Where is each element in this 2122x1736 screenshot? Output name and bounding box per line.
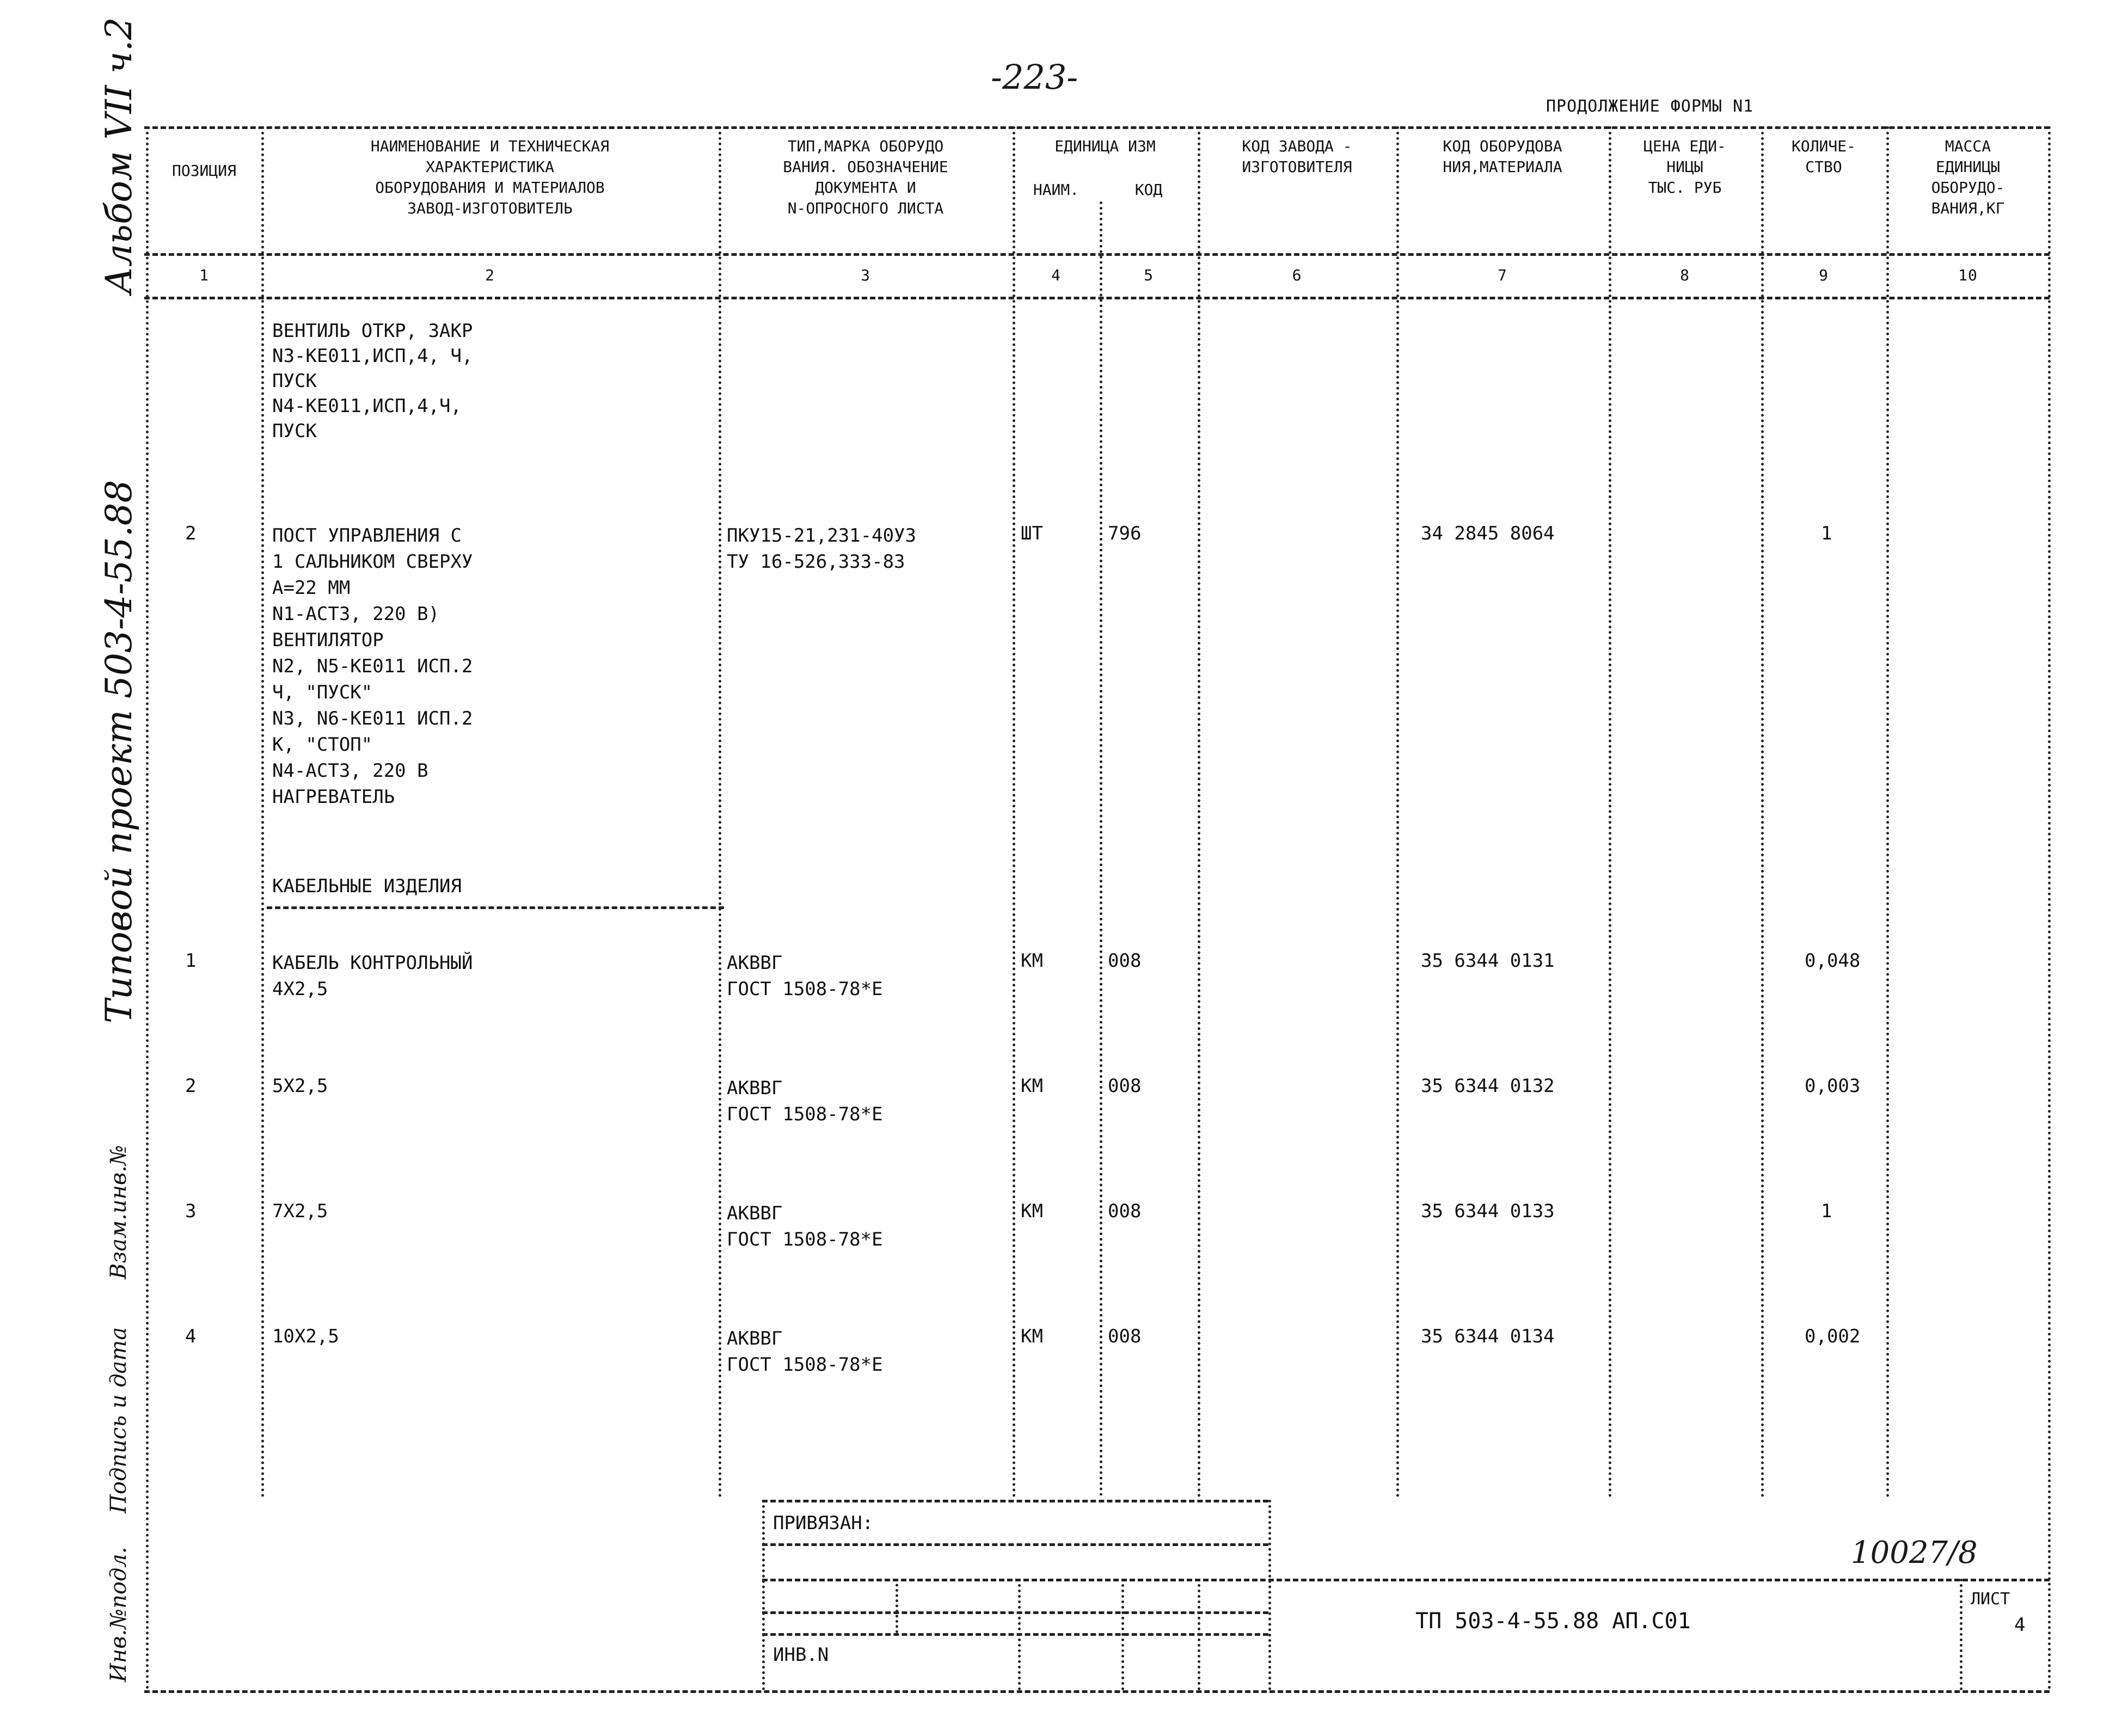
row-type: ПКУ15-21,231-40У3 ТУ 16-526,333-83 [727, 525, 916, 573]
header-type: ТИП,МАРКА ОБОРУДО ВАНИЯ. ОБОЗНАЧЕНИЕ ДОКУМЕНТА И N-ОПРОСНОГО ЛИСТА [783, 137, 948, 217]
table-bottom-rule [144, 1690, 2050, 1693]
row-equip-code: 35 6344 0131 [1421, 950, 1555, 972]
col-sep [1609, 126, 1611, 1498]
row-type: АКВВГ ГОСТ 1508-78*Е [727, 1328, 883, 1376]
row-name: 7Х2,5 [272, 1200, 328, 1222]
col-sep [1100, 201, 1102, 1497]
row-unit: КМ [1021, 950, 1043, 972]
col-number: 3 [861, 266, 870, 284]
row-code: 008 [1108, 1200, 1142, 1222]
row-pos: 2 [185, 1075, 197, 1097]
row-unit: ШТ [1021, 523, 1043, 544]
row-qty: 0,003 [1805, 1075, 1861, 1097]
col-number: 5 [1144, 266, 1154, 284]
row-unit: КМ [1021, 1200, 1043, 1222]
row-equip-code: 35 6344 0134 [1421, 1326, 1555, 1347]
header-price: ЦЕНА ЕДИ- НИЦЫ ТЫС. РУБ [1643, 137, 1726, 197]
titleblock-sep [896, 1579, 898, 1633]
stamp-inv-podl: Инв.№подл. [106, 1547, 131, 1682]
header-mass: МАССА ЕДИНИЦЫ ОБОРУДО- ВАНИЯ,КГ [1931, 137, 2005, 217]
col-number: 6 [1292, 266, 1302, 284]
row-pos: 2 [185, 523, 197, 544]
col-sep [2048, 126, 2051, 1690]
col-sep [261, 126, 264, 1498]
row-code: 008 [1108, 950, 1142, 972]
sheet-number: 4 [2014, 1614, 2026, 1636]
col-sep [1761, 126, 1764, 1498]
row-equip-code: 34 2845 8064 [1421, 523, 1555, 544]
row-qty: 1 [1821, 1200, 1832, 1222]
row-pos: 3 [185, 1200, 197, 1222]
titleblock-sep [1268, 1500, 1271, 1690]
header-pos: ПОЗИЦИЯ [171, 162, 236, 180]
row-type: АКВВГ ГОСТ 1508-78*Е [727, 952, 883, 1000]
document-code: ТП 503-4-55.88 АП.С01 [1415, 1609, 1691, 1634]
col-sep [1396, 126, 1399, 1498]
row-name: 10Х2,5 [272, 1326, 339, 1347]
titleblock-sep [762, 1500, 765, 1690]
row-code: 008 [1108, 1326, 1142, 1347]
colnum-rule [144, 297, 2050, 299]
row-qty: 0,002 [1805, 1326, 1861, 1347]
stamp-signature-date: Подпись и дата [106, 1327, 131, 1513]
titleblock-sep [1018, 1579, 1021, 1690]
privyazan-label: ПРИВЯЗАН: [773, 1512, 874, 1534]
col-number: 9 [1819, 266, 1829, 284]
col-number: 1 [199, 266, 209, 284]
header-factory: КОД ЗАВОДА - ИЗГОТОВИТЕЛЯ [1242, 137, 1352, 176]
header-qty: КОЛИЧЕ- СТВО [1791, 137, 1856, 176]
header-equip-code: КОД ОБОРУДОВА НИЯ,МАТЕРИАЛА [1443, 137, 1562, 176]
row-equip-code: 35 6344 0133 [1421, 1200, 1555, 1222]
row-name: 5Х2,5 [272, 1075, 328, 1097]
row-pos: 4 [185, 1326, 197, 1347]
row-unit: КМ [1021, 1326, 1043, 1347]
row-name: ПОСТ УПРАВЛЕНИЯ С 1 САЛЬНИКОМ СВЕРХУ А=22 ММ N1-ACT3, 220 В) ВЕНТИЛЯТОР N2, N5-KE011 ИСП.2 Ч, "ПУСК" N3, N6-KE011 ИСП.2 К, "СТОП" N4-ACT3, 220 В НАГРЕВАТЕЛЬ [272, 525, 473, 808]
album-label: Альбом VII ч.2 [98, 17, 140, 294]
titleblock-sep [1121, 1579, 1124, 1690]
header-unit: ЕДИНИЦА ИЗМ [1054, 137, 1156, 155]
col-sep [719, 126, 721, 1498]
row-type: АКВВГ ГОСТ 1508-78*Е [727, 1203, 883, 1250]
col-number: 7 [1498, 266, 1507, 284]
titleblock-rule [762, 1633, 1268, 1636]
section-rule [267, 906, 724, 909]
sheet-label: ЛИСТ [1971, 1590, 2010, 1609]
row-code: 796 [1108, 523, 1142, 544]
row-name: ВЕНТИЛЬ ОТКР, ЗАКР N3-KE011,ИСП,4, Ч, ПУСК N4-KE011,ИСП,4,Ч, ПУСК [272, 320, 473, 442]
col-sep [1013, 126, 1015, 1498]
row-type: АКВВГ ГОСТ 1508-78*Е [727, 1077, 883, 1125]
row-equip-code: 35 6344 0132 [1421, 1075, 1555, 1097]
col-sep [1886, 126, 1889, 1498]
stamp-number: 10027/8 [1851, 1535, 1978, 1571]
inv-n-label: ИНВ.N [773, 1644, 829, 1666]
titleblock-sep [1198, 1579, 1200, 1690]
titleblock-rule [762, 1500, 1268, 1502]
header-rule [144, 253, 2050, 256]
stamp-vzam-inv: Взам.инв.№ [106, 1145, 131, 1279]
row-code: 008 [1108, 1075, 1142, 1097]
header-unit-code: КОД [1134, 181, 1163, 199]
page-number: -223- [991, 57, 1078, 97]
col-number: 4 [1051, 266, 1061, 284]
col-sep [146, 126, 149, 1690]
table-top-rule [144, 126, 2050, 129]
titleblock-rule [762, 1611, 1268, 1614]
col-number: 8 [1680, 266, 1690, 284]
row-qty: 0,048 [1805, 950, 1861, 972]
titleblock-rule [762, 1579, 2050, 1581]
col-sep [1198, 126, 1200, 1498]
row-qty: 1 [1821, 523, 1832, 544]
header-unit-name: НАИМ. [1033, 181, 1080, 199]
col-number: 10 [1958, 266, 1978, 284]
section-title: КАБЕЛЬНЫЕ ИЗДЕЛИЯ [272, 875, 462, 897]
project-label: Типовой проект 503-4-55.88 [98, 480, 140, 1023]
row-unit: КМ [1021, 1075, 1043, 1097]
row-name: КАБЕЛЬ КОНТРОЛЬНЫЙ 4Х2,5 [272, 952, 473, 1000]
row-pos: 1 [185, 950, 197, 972]
col-number: 2 [485, 266, 495, 284]
continuation-label: ПРОДОЛЖЕНИЕ ФОРМЫ N1 [1546, 97, 1754, 116]
titleblock-sep [1960, 1579, 1962, 1690]
header-name: НАИМЕНОВАНИЕ И ТЕХНИЧЕСКАЯ ХАРАКТЕРИСТИКА ОБОРУДОВАНИЯ И МАТЕРИАЛОВ ЗАВОД-ИЗГОТОВИТЕЛЬ [370, 137, 610, 217]
titleblock-rule [762, 1543, 1268, 1546]
